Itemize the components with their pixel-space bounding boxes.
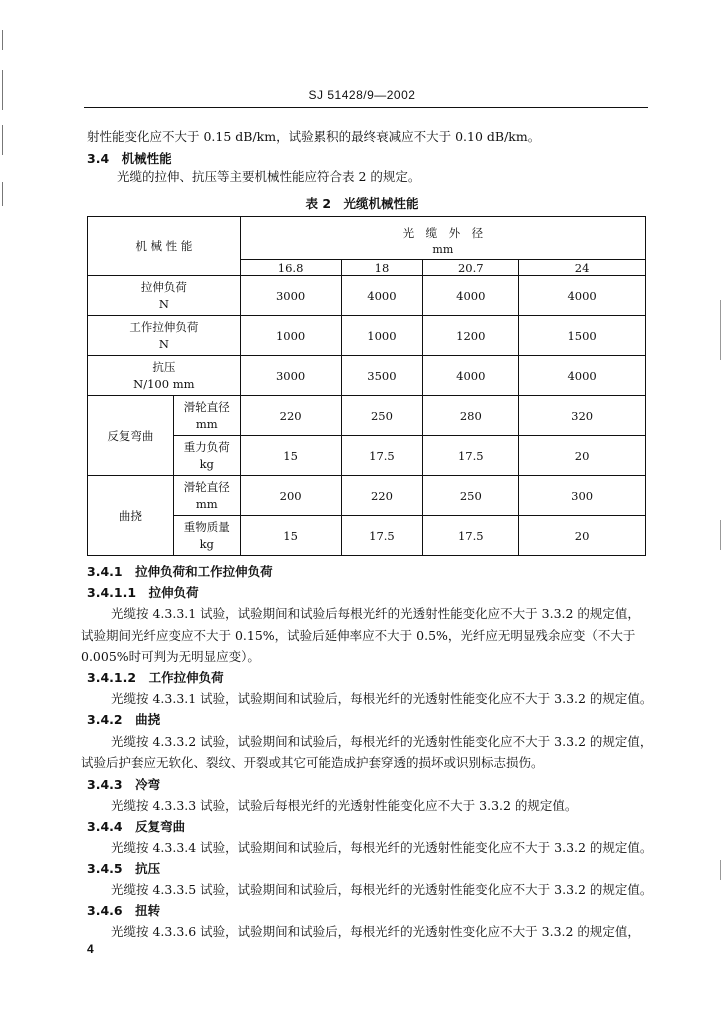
section-3-4-3-heading <box>87 777 160 793</box>
paragraph-line: 光缆按 4.3.3.3 试验，试验后每根光纤的光透射性能变化应不大于 3.3.2 的规定值。 <box>111 798 578 813</box>
section-title: 反复弯曲 <box>135 819 186 834</box>
table-cell: 20 <box>519 436 646 476</box>
section-number: 3.4.2 <box>87 712 123 727</box>
diameter-cell: 16.8 <box>240 260 341 276</box>
subrow-label <box>173 396 240 436</box>
table-cell: 4000 <box>423 276 519 316</box>
section-3-4-2-heading <box>87 712 160 728</box>
section-number: 3.4.1.1 <box>87 585 137 600</box>
section-title: 机械性能 <box>121 151 172 166</box>
row-label-text: 抗压 <box>152 359 176 374</box>
section-3-4-text: 光缆的拉伸、抗压等主要机械性能应符合表 2 的规定。 <box>117 169 421 184</box>
table-cell: 4000 <box>341 276 423 316</box>
table-cell: 220 <box>341 476 423 516</box>
section-number: 3.4.1 <box>87 564 123 579</box>
header-outer-diameter-label: 光 缆 外 径 <box>402 225 484 240</box>
table-cell: 200 <box>240 476 341 516</box>
table-caption: 表 2 光缆机械性能 <box>305 196 419 211</box>
subrow-label-text: 滑轮直径 <box>183 479 230 494</box>
paragraph-line: 光缆按 4.3.3.2 试验，试验期间和试验后，每根光纤的光透射性能变化应不大于 3.3.2 的规定值， <box>111 734 653 749</box>
row-label-unit: N/100 mm <box>133 376 195 391</box>
table-cell: 300 <box>519 476 646 516</box>
paragraph-line: 光缆按 4.3.3.1 试验，试验期间和试验后每根光纤的光透射性能变化应不大于 3.3.2 的规定值， <box>111 606 640 621</box>
section-3-4-1-1-heading <box>87 585 199 601</box>
paragraph-line: 光缆按 4.3.3.1 试验，试验期间和试验后，每根光纤的光透射性能变化应不大于 3.3.2 的规定值。 <box>111 691 653 706</box>
section-number: 3.4.3 <box>87 777 123 792</box>
section-title: 曲挠 <box>135 712 161 727</box>
section-title: 拉伸负荷 <box>148 585 199 600</box>
table-cell: 1000 <box>341 316 423 356</box>
scan-edge-mark <box>720 860 721 880</box>
table-cell: 3500 <box>341 356 423 396</box>
table-cell: 3000 <box>240 276 341 316</box>
section-title: 扭转 <box>135 903 161 918</box>
section-3-4-4-heading <box>87 819 185 835</box>
table-cell: 17.5 <box>423 516 519 556</box>
row-label <box>88 316 241 356</box>
row-label-unit: N <box>158 336 169 351</box>
section-title: 拉伸负荷和工作拉伸负荷 <box>135 564 273 579</box>
subrow-label-unit: mm <box>195 416 218 431</box>
table-row-tensile-load <box>88 276 646 316</box>
table-row-repeated-bending-pulley <box>88 396 646 436</box>
standard-number-header: SJ 51428/9—2002 <box>308 88 416 102</box>
diameter-cell: 24 <box>519 260 646 276</box>
subrow-label <box>173 436 240 476</box>
section-3-4-6-heading <box>87 903 160 919</box>
table-cell: 220 <box>240 396 341 436</box>
table-cell: 20 <box>519 516 646 556</box>
paragraph-line: 试验期间光纤应变应不大于 0.15%，试验后延伸率应不大于 0.5%，光纤应无明显残余应变（不大于 <box>81 628 636 643</box>
subrow-label-text: 滑轮直径 <box>183 399 230 414</box>
table-cell: 15 <box>240 436 341 476</box>
subrow-label-unit: kg <box>199 536 214 551</box>
row-label-unit: N <box>158 296 169 311</box>
subrow-label <box>173 476 240 516</box>
table-cell: 4000 <box>519 356 646 396</box>
table-cell: 250 <box>341 396 423 436</box>
section-3-4-1-2-heading <box>87 670 224 686</box>
group-label: 曲挠 <box>88 476 174 556</box>
scan-edge-mark <box>720 300 721 360</box>
table-cell: 4000 <box>423 356 519 396</box>
header-outer-diameter <box>240 217 645 260</box>
scan-edge-mark <box>2 30 3 50</box>
header-mechanical-property <box>88 217 241 276</box>
table-cell: 250 <box>423 476 519 516</box>
header-property-label: 机 械 性 能 <box>135 239 193 253</box>
header-unit: mm <box>432 242 454 256</box>
section-number: 3.4 <box>87 151 110 166</box>
intro-line: 射性能变化应不大于 0.15 dB/km，试验累积的最终衰减应不大于 0.10 dB/km。 <box>87 129 541 144</box>
table-cell: 17.5 <box>341 516 423 556</box>
table-cell: 280 <box>423 396 519 436</box>
paragraph-line: 试验后护套应无软化、裂纹、开裂或其它可能造成护套穿透的损坏或识别标志损伤。 <box>81 755 544 770</box>
paragraph-line: 0.005%时可判为无明显应变）。 <box>81 649 260 664</box>
section-number: 3.4.1.2 <box>87 670 137 685</box>
section-number: 3.4.4 <box>87 819 123 834</box>
table-cell: 17.5 <box>341 436 423 476</box>
header-divider <box>84 107 648 108</box>
subrow-label <box>173 516 240 556</box>
page-number: 4 <box>87 942 94 956</box>
row-label <box>88 276 241 316</box>
row-label-text: 工作拉伸负荷 <box>129 319 199 334</box>
table-cell: 1200 <box>423 316 519 356</box>
section-number: 3.4.6 <box>87 903 123 918</box>
table-cell: 4000 <box>519 276 646 316</box>
section-title: 冷弯 <box>135 777 161 792</box>
diameter-cell: 20.7 <box>423 260 519 276</box>
subrow-label-text: 重物质量 <box>183 519 230 534</box>
paragraph-line: 光缆按 4.3.3.6 试验，试验期间和试验后，每根光纤的光透射性变化应不大于 3.3.2 的规定值， <box>111 924 640 939</box>
section-title: 抗压 <box>135 861 161 876</box>
scan-edge-mark <box>720 520 721 550</box>
paragraph-line: 光缆按 4.3.3.5 试验，试验期间和试验后，每根光纤的光透射性能变化应不大于 3.3.2 的规定值。 <box>111 882 653 897</box>
section-title: 工作拉伸负荷 <box>148 670 224 685</box>
table-cell: 1500 <box>519 316 646 356</box>
section-3-4-5-heading <box>87 861 160 877</box>
table-cell: 3000 <box>240 356 341 396</box>
subrow-label-unit: kg <box>199 456 214 471</box>
section-3-4-heading <box>87 151 172 167</box>
group-label: 反复弯曲 <box>88 396 174 476</box>
table-cell: 320 <box>519 396 646 436</box>
table-row-flexing-pulley <box>88 476 646 516</box>
table-row-crush <box>88 356 646 396</box>
scan-edge-mark <box>2 125 3 155</box>
subrow-label-text: 重力负荷 <box>183 439 230 454</box>
diameter-cell: 18 <box>341 260 423 276</box>
table-row-working-tensile-load <box>88 316 646 356</box>
mechanical-properties-table <box>87 216 646 556</box>
row-label-text: 拉伸负荷 <box>140 279 187 294</box>
section-3-4-1-heading <box>87 564 273 580</box>
table-cell: 15 <box>240 516 341 556</box>
paragraph-line: 光缆按 4.3.3.4 试验，试验期间和试验后，每根光纤的光透射性能变化应不大于 3.3.2 的规定值。 <box>111 840 653 855</box>
table-cell: 17.5 <box>423 436 519 476</box>
table-cell: 1000 <box>240 316 341 356</box>
row-label <box>88 356 241 396</box>
subrow-label-unit: mm <box>195 496 218 511</box>
section-number: 3.4.5 <box>87 861 123 876</box>
table-header-row <box>88 217 646 260</box>
